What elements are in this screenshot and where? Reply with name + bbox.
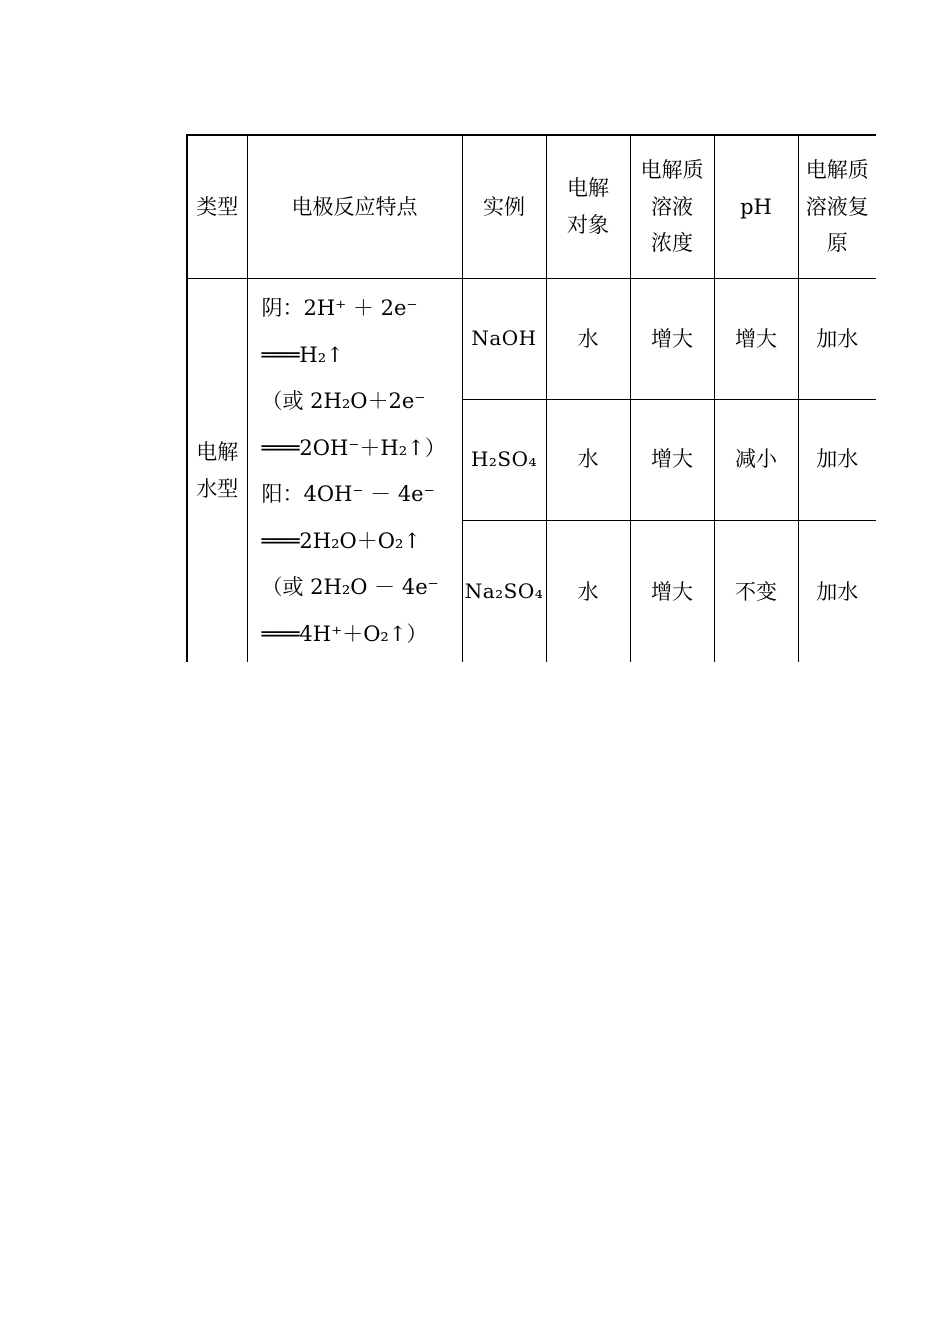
header-conc-line1: 电解质 bbox=[640, 157, 704, 182]
table-row bbox=[187, 279, 876, 400]
electrode-line: （或 2H₂O＋2e⁻ bbox=[261, 389, 426, 413]
header-concentration bbox=[630, 135, 714, 279]
electrode-line: （或 2H₂O － 4e⁻ bbox=[261, 575, 439, 599]
concentration-cell: 增大 bbox=[630, 399, 714, 520]
ph-cell: 不变 bbox=[714, 520, 798, 662]
electrode-line: ═══2H₂O＋O₂↑ bbox=[261, 528, 421, 553]
ph-cell: 增大 bbox=[714, 279, 798, 400]
header-type bbox=[187, 135, 247, 279]
header-object bbox=[546, 135, 630, 279]
header-ph-label: pH bbox=[740, 194, 772, 219]
header-row bbox=[187, 135, 876, 279]
header-ph bbox=[714, 135, 798, 279]
electrode-line: ═══2OH⁻＋H₂↑） bbox=[261, 435, 446, 460]
concentration-cell: 增大 bbox=[630, 520, 714, 662]
ph-cell: 减小 bbox=[714, 399, 798, 520]
concentration-cell: 增大 bbox=[630, 279, 714, 400]
electrolysis-table-wrapper bbox=[186, 134, 876, 662]
header-type-label: 类型 bbox=[196, 194, 239, 219]
electrode-line: ═══4H⁺＋O₂↑） bbox=[261, 621, 428, 646]
header-restore-line2: 溶液复 bbox=[805, 194, 869, 219]
restore-cell: 加水 bbox=[798, 279, 876, 400]
header-restore-line1: 电解质 bbox=[805, 157, 869, 182]
electrolysis-table bbox=[186, 134, 876, 662]
header-object-line1: 电解 bbox=[567, 176, 609, 201]
type-line1: 电解 bbox=[196, 440, 239, 465]
object-cell: 水 bbox=[546, 399, 630, 520]
header-conc-line2: 溶液 bbox=[651, 194, 693, 219]
electrode-line: ═══H₂↑ bbox=[261, 342, 344, 367]
header-conc-line3: 浓度 bbox=[651, 231, 693, 256]
example-cell: H₂SO₄ bbox=[462, 399, 546, 520]
object-cell: 水 bbox=[546, 279, 630, 400]
type-cell bbox=[187, 279, 247, 663]
restore-cell: 加水 bbox=[798, 399, 876, 520]
electrode-line: 阳：4OH⁻ － 4e⁻ bbox=[261, 482, 435, 506]
header-electrode bbox=[247, 135, 462, 279]
example-cell: NaOH bbox=[462, 279, 546, 400]
header-object-line2: 对象 bbox=[567, 213, 609, 237]
object-cell: 水 bbox=[546, 520, 630, 662]
electrode-reaction-cell bbox=[247, 279, 462, 663]
restore-cell: 加水 bbox=[798, 520, 876, 662]
header-electrode-label: 电极反应特点 bbox=[291, 194, 418, 219]
example-cell: Na₂SO₄ bbox=[462, 520, 546, 662]
header-example bbox=[462, 135, 546, 279]
type-line2: 水型 bbox=[196, 477, 239, 501]
header-restore bbox=[798, 135, 876, 279]
header-restore-line3: 原 bbox=[826, 231, 848, 256]
header-example-label: 实例 bbox=[483, 194, 525, 219]
electrode-line: 阴：2H⁺ ＋ 2e⁻ bbox=[261, 296, 418, 320]
